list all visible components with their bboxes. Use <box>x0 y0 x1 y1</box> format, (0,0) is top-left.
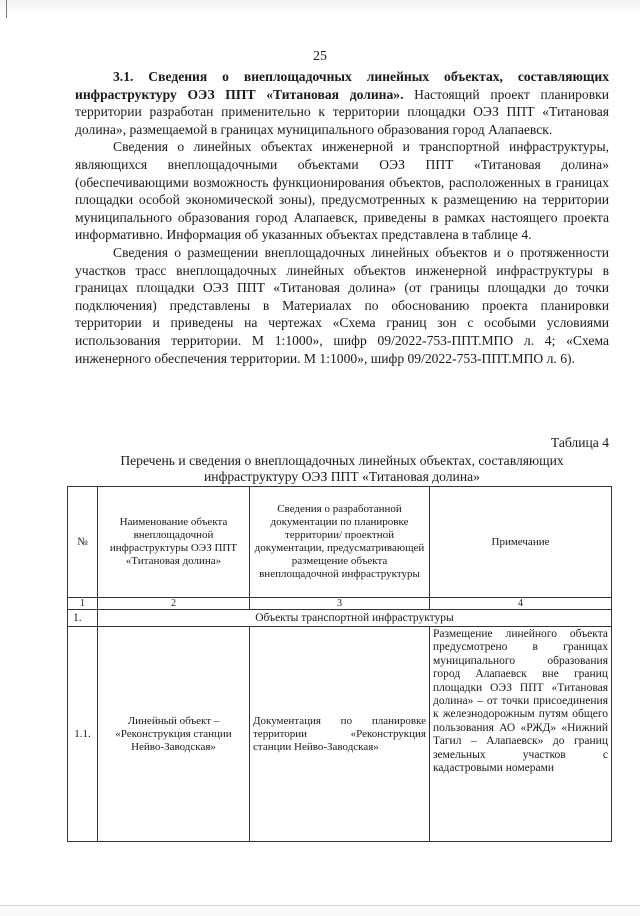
scan-bottom-edge <box>0 905 640 916</box>
section-text <box>75 68 609 367</box>
header-number: № <box>68 487 98 598</box>
paragraph-linear-objects: Сведения о линейных объектах инженерной и транспортной инфраструктуры, являющихся внеплощадочными объектами ОЭЗ ППТ «Титановая долина» (обеспечивающими возможность функционирования объектов, расположенных в границах площадки особой экономической зоны), предусмотренных к размещению на территории муниципального образования город Алапаевск, приведены в рамках настоящего проекта информативно. Информация об указанных объектах представлена в таблице 4. <box>75 139 609 243</box>
column-number: 2 <box>98 598 250 610</box>
row-note: Размещение линейного объекта предусмотрено в границах муниципального образования город Алапаевск вне границ площадки ОЭЗ ППТ «Титановая долина» – от точки присоединения к железнодорожным путям общего пользования АО «РЖД» «Нижний Тагил – Алапаевск» до границ земельных участков с кадастровыми номерами <box>430 627 612 842</box>
table-header-row <box>68 487 612 598</box>
header-note: Примечание <box>430 487 612 598</box>
linear-objects-table <box>67 486 612 842</box>
column-number: 4 <box>430 598 612 610</box>
row-object-name: Линейный объект – «Реконструкция станции Нейво-Заводская» <box>98 627 250 842</box>
section-first-paragraph <box>75 68 609 138</box>
paragraph-placement: Сведения о размещении внеплощадочных линейных объектов и о протяженности участков трасс внеплощадочных линейных объектов инженерной инфраструктуры в границах площадки ОЭЗ ППТ «Титановая долина» (от границы площадки до точки подключения) представлены в Материалах по обоснованию проекта планировки территории и приведены на чертежах «Схема границ зон с особыми условиями использования территории. М 1:1000», шифр 09/2022-753-ППТ.МПО л. 4; «Схема инженерного обеспечения территории. М 1:1000», шифр 09/2022-753-ППТ.МПО л. 6). <box>75 244 609 366</box>
section-heading: 3.1. Сведения о внеплощадочных линейных объектах, составляющих инфраструктуру ОЭЗ ППТ «Титановая долина». <box>75 69 609 102</box>
column-number-row <box>68 598 612 610</box>
row-number: 1.1. <box>68 627 98 842</box>
table-caption-number: Таблица 4 <box>550 435 609 450</box>
section-intro: Настоящий проект планировки территории разработан применительно к территории площадки ОЭЗ ППТ «Титановая долина», размещаемой в границах муниципального образования город Алапаевск. <box>75 86 609 137</box>
table-row <box>68 627 612 842</box>
scan-margin-mark <box>6 0 7 18</box>
table-caption-title: Перечень и сведения о внеплощадочных линейных объектах, составляющих инфраструктуру ОЭЗ ППТ «Титановая долина» <box>120 453 564 484</box>
header-documentation: Сведения о разработанной документации по планировке территории/ проектной документации, предусматривающей размещение объекта внеплощадочной инфраструктуры <box>250 487 430 598</box>
column-number: 1 <box>68 598 98 610</box>
table-section-row <box>68 610 612 627</box>
page-number: 25 <box>313 49 327 64</box>
row-documentation: Документация по планировке территории «Реконструкция станции Нейво-Заводская» <box>250 627 430 842</box>
section-row-number: 1. <box>68 610 98 627</box>
section-row-title: Объекты транспортной инфраструктуры <box>98 610 612 627</box>
header-object-name: Наименование объекта внеплощадочной инфраструктуры ОЭЗ ППТ «Титановая долина» <box>98 487 250 598</box>
scan-top-edge <box>0 0 640 14</box>
column-number: 3 <box>250 598 430 610</box>
